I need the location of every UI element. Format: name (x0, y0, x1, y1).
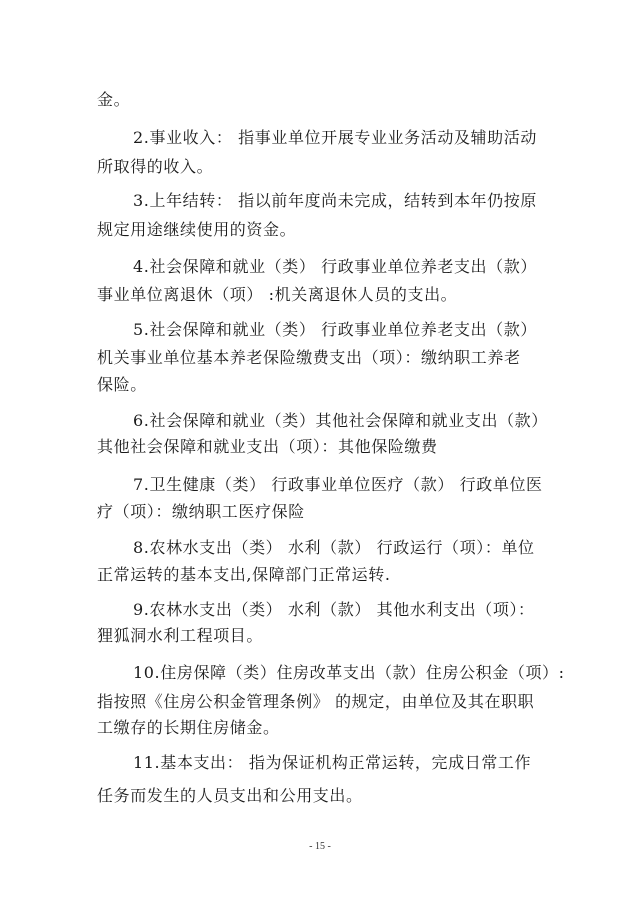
item-7-health: 7.卫生健康（类） 行政事业单位医疗（款） 行政单位医 (133, 475, 543, 494)
item-2-business-income: 2.事业收入： 指事业单位开展专业业务活动及辅助活动 (133, 128, 537, 147)
text-line: 事业单位离退休（项） :机关离退休人员的支出。 (97, 285, 458, 304)
item-4-social-security-retirement: 4.社会保障和就业（类） 行政事业单位养老支出（款） (133, 257, 537, 276)
text-line: 任务而发生的人员支出和公用支出。 (97, 786, 363, 805)
text-line: 机关事业单位基本养老保险缴费支出（项）：缴纳职工养老 (97, 348, 521, 367)
item-5-pension-insurance: 5.社会保障和就业（类） 行政事业单位养老支出（款） (133, 320, 537, 339)
text-line: 狸狐洞水利工程项目。 (97, 626, 264, 645)
item-8-water-admin-operation: 8.农林水支出（类） 水利（款） 行政运行（项）：单位 (133, 538, 535, 557)
page-number: - 15 - (309, 841, 331, 852)
item-6-other-social-security: 6.社会保障和就业（类）其他社会保障和就业支出（款） (133, 411, 548, 430)
text-line: 正常运转的基本支出,保障部门正常运转. (97, 565, 391, 584)
text-line: 疗（项）：缴纳职工医疗保险 (97, 502, 305, 521)
text-line: 指按照《住房公积金管理条例》 的规定，由单位及其在职职 (97, 692, 535, 711)
text-line: 保险。 (97, 375, 147, 394)
item-11-basic-expenditure: 11.基本支出： 指为保证机构正常运转，完成日常工作 (133, 753, 532, 772)
text-line: 其他社会保障和就业支出（项）：其他保险缴费 (97, 437, 438, 456)
item-10-housing-fund: 10.住房保障（类）住房改革支出（款）住房公积金（项）: (133, 663, 565, 682)
text-line: 所取得的收入。 (97, 157, 214, 176)
item-3-prior-year-carryover: 3.上年结转： 指以前年度尚未完成，结转到本年仍按原 (133, 191, 537, 210)
item-9-water-other: 9.农林水支出（类） 水利（款） 其他水利支出（项）： (133, 600, 535, 619)
text-line: 规定用途继续使用的资金。 (97, 220, 297, 239)
text-line: 金。 (97, 90, 131, 109)
text-line: 工缴存的长期住房储金。 (97, 718, 280, 737)
